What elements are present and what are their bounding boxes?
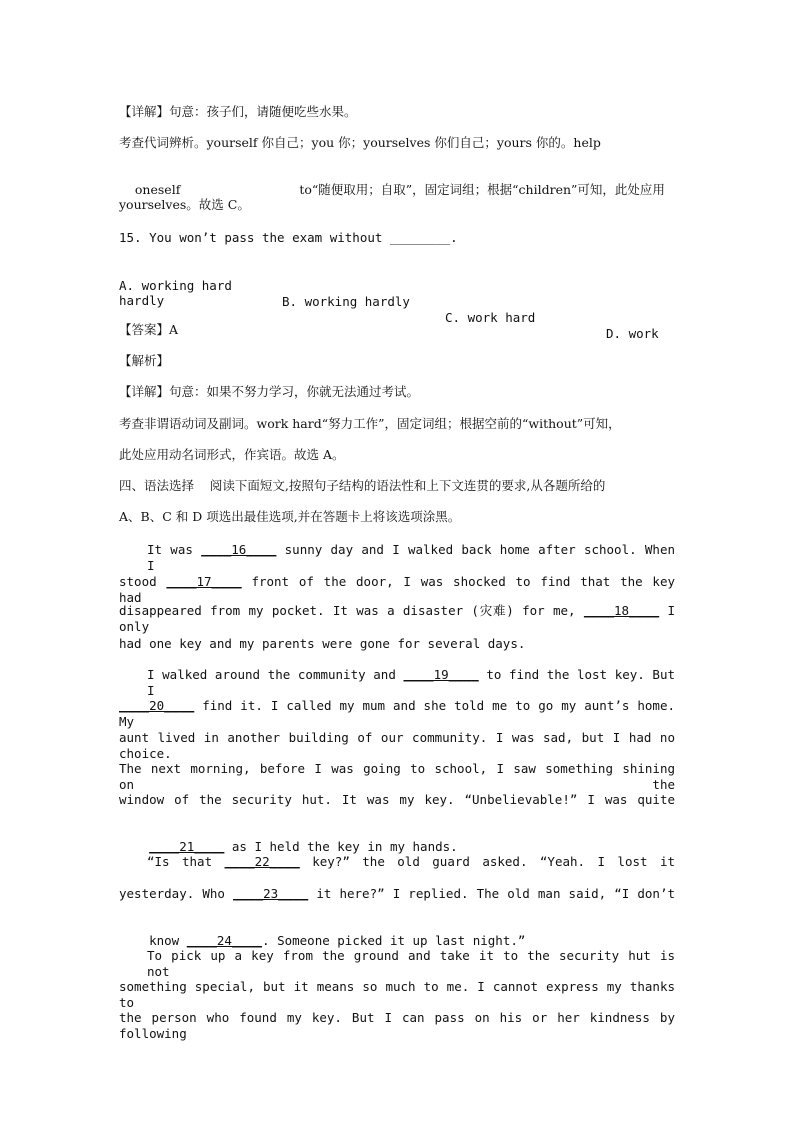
analysis-line: 考查代词辨析。yourself 你自己；you 你；yourselves 你们自己；yours 你的。help — [119, 135, 601, 150]
analysis-line-2: oneself to“随便取用；自取”，固定词组；根据“children”可知，此处应用 — [134, 182, 665, 197]
passage-line: To pick up a key from the ground and take it to the security hut is not — [147, 948, 675, 979]
blank-16[interactable]: ____16____ — [201, 542, 277, 557]
options-line — [119, 262, 659, 358]
option-c: C. work hard — [445, 310, 536, 325]
analysis-label: 【解析】 — [119, 353, 170, 368]
passage-line: “Is that ____22____ key?” the old guard asked. “Yeah. I lost it — [147, 854, 675, 869]
detail-line-15: 【详解】句意：如果不努力学习，你就无法通过考试。 — [119, 384, 420, 399]
passage-line: aunt lived in another building of our community. I was sad, but I had no choice. — [119, 730, 675, 761]
section-heading: 四、语法选择 阅读下面短文,按照句子结构的语法性和上下文连贯的要求,从各题所给的 — [119, 478, 606, 493]
passage-line: yesterday. Who ____23____ it here?” I replied. The old man said, “I don’t — [119, 886, 676, 901]
answer-label: 【答案】A — [119, 322, 179, 337]
passage-line: the person who found my key. But I can pass on his or her kindness by following — [119, 1010, 675, 1041]
passage-line: The next morning, before I was going to school, I saw something shining on the — [119, 761, 675, 792]
blank-18[interactable]: ____18____ — [583, 603, 660, 618]
answer-line: yourselves。故选 C。 — [119, 197, 250, 212]
passage-line: had one key and my parents were gone for several days. — [119, 636, 526, 651]
passage-line: ____21____ as I held the key in my hands. — [149, 839, 458, 854]
option-d: D. work — [606, 326, 659, 341]
passage-line: window of the security hut. It was my key. “Unbelievable!” I was quite — [119, 792, 675, 807]
blank-23[interactable]: ____23____ — [233, 886, 309, 901]
passage-line: stood ____17____ front of the door, I was shocked to find that the key had — [119, 574, 675, 605]
section-instructions: A、B、C 和 D 项选出最佳选项,并在答题卡上将该选项涂黑。 — [119, 509, 461, 524]
blank-17[interactable]: ____17____ — [166, 574, 242, 589]
passage-line: disappeared from my pocket. It was a disaster (灾难) for me, ____18____ I only — [119, 603, 675, 634]
blank-19[interactable]: ____19____ — [403, 667, 479, 682]
blank-24[interactable]: ____24____ — [186, 933, 263, 948]
blank-20[interactable]: ____20____ — [119, 698, 195, 713]
blank-22[interactable]: ____22____ — [224, 854, 300, 869]
analysis-line-15: 考查非谓语动词及副词。work hard“努力工作”，固定词组；根据空前的“without”可知， — [119, 416, 621, 431]
passage-line: I walked around the community and ____19____ to find the lost key. But I — [147, 667, 675, 698]
question-15: 15. You won’t pass the exam without ________. — [119, 230, 458, 245]
option-d-cont: hardly — [119, 293, 165, 308]
blank-21[interactable]: ____21____ — [149, 839, 225, 854]
option-a: A. working hard — [119, 278, 232, 293]
passage-line: know ____24____. Someone picked it up last night.” — [149, 933, 526, 948]
analysis-line-15b: 此处应用动名词形式，作宾语。故选 A。 — [119, 447, 345, 462]
option-b: B. working hardly — [282, 294, 410, 309]
passage-line: It was ____16____ sunny day and I walked back home after school. When I — [147, 542, 675, 573]
passage-line: ____20____ find it. I called my mum and she told me to go my aunt’s home. My — [119, 698, 675, 729]
passage-line: something special, but it means so much to me. I cannot express my thanks to — [119, 979, 675, 1010]
detail-line: 【详解】句意：孩子们，请随便吃些水果。 — [119, 104, 357, 119]
